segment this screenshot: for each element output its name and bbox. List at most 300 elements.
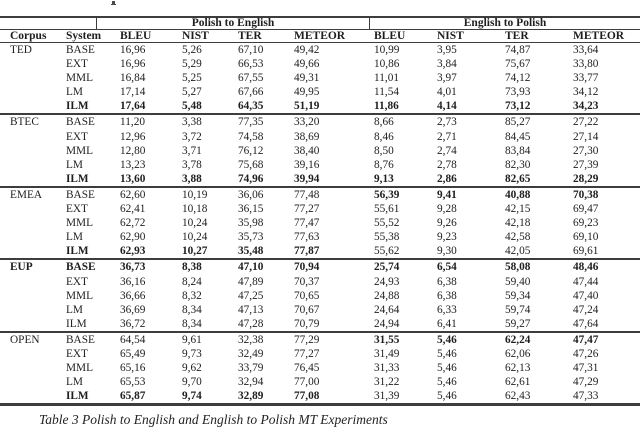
e2p-bleu-value: 8,46 xyxy=(374,130,394,143)
e2p-bleu-value: 11,01 xyxy=(374,72,399,85)
corpus-group-open xyxy=(0,333,640,403)
p2e-nist-value: 5,25 xyxy=(182,72,202,85)
table-row-open-mml xyxy=(0,361,640,375)
e2p-nist-value: 2,86 xyxy=(437,172,457,185)
p2e-ter-value: 75,68 xyxy=(238,158,264,171)
p2e-ter-value: 32,38 xyxy=(238,333,264,346)
corpus-label xyxy=(0,172,58,186)
e2p-bleu-value: 9,13 xyxy=(374,172,394,185)
p2e-bleu-value: 62,90 xyxy=(120,231,146,244)
p2e-bleu-value: 12,80 xyxy=(120,144,146,157)
table-caption: Table 3 Polish to English and English to Polish MT Experiments xyxy=(39,412,388,427)
system-label: EXT xyxy=(66,347,88,360)
column-header-ter-8: TER xyxy=(505,30,529,42)
system-label: EXT xyxy=(66,58,88,71)
corpus-label xyxy=(0,144,58,158)
system-label: LM xyxy=(66,231,83,244)
e2p-ter-value: 59,34 xyxy=(505,289,531,302)
p2e-ter-value: 66,53 xyxy=(238,58,264,71)
e2p-meteor-value: 48,46 xyxy=(573,261,599,274)
p2e-nist-value: 3,88 xyxy=(182,172,202,185)
p2e-nist-value: 9,73 xyxy=(182,347,202,360)
column-header-ter-4: TER xyxy=(238,30,262,42)
e2p-bleu-value: 31,49 xyxy=(374,347,400,360)
e2p-ter-value: 59,40 xyxy=(505,275,531,288)
table-row-btec-base xyxy=(0,115,640,129)
e2p-bleu-value: 24,94 xyxy=(374,317,400,330)
e2p-nist-value: 9,26 xyxy=(437,217,457,230)
e2p-ter-value: 40,88 xyxy=(505,188,531,201)
p2e-nist-value: 8,32 xyxy=(182,289,202,302)
e2p-meteor-value: 27,22 xyxy=(573,116,599,129)
p2e-bleu-value: 16,84 xyxy=(120,72,146,85)
p2e-ter-value: 32,49 xyxy=(238,347,264,360)
p2e-meteor-value: 77,08 xyxy=(294,390,320,403)
e2p-meteor-value: 47,64 xyxy=(573,317,599,330)
e2p-meteor-value: 47,26 xyxy=(573,347,599,360)
column-header-bleu-6: BLEU xyxy=(374,30,406,42)
p2e-meteor-value: 77,63 xyxy=(294,231,320,244)
e2p-ter-value: 82,30 xyxy=(505,158,531,171)
p2e-meteor-value: 70,79 xyxy=(294,317,320,330)
p2e-bleu-value: 65,87 xyxy=(120,390,146,403)
e2p-bleu-value: 55,61 xyxy=(374,203,400,216)
corpus-label xyxy=(0,303,58,317)
p2e-bleu-value: 62,41 xyxy=(120,203,146,216)
e2p-ter-value: 59,74 xyxy=(505,303,531,316)
column-header-meteor-5: METEOR xyxy=(294,30,346,42)
e2p-nist-value: 3,84 xyxy=(437,58,457,71)
table-row-emea-ext xyxy=(0,202,640,216)
p2e-bleu-value: 17,64 xyxy=(120,100,146,113)
system-label: EXT xyxy=(66,275,88,288)
p2e-meteor-value: 49,42 xyxy=(294,44,320,56)
column-header-nist-7: NIST xyxy=(437,30,464,42)
p2e-bleu-value: 17,14 xyxy=(120,86,146,99)
e2p-meteor-value: 27,14 xyxy=(573,130,599,143)
p2e-ter-value: 47,13 xyxy=(238,303,264,316)
column-header-system-1: System xyxy=(66,30,102,42)
e2p-ter-value: 73,12 xyxy=(505,100,531,113)
p2e-meteor-value: 39,16 xyxy=(294,158,320,171)
e2p-bleu-value: 24,88 xyxy=(374,289,400,302)
p2e-nist-value: 10,24 xyxy=(182,231,208,244)
table-row-eup-base xyxy=(0,260,640,274)
cutoff-character-fragment xyxy=(111,0,117,6)
corpus-group-btec xyxy=(0,115,640,187)
e2p-nist-value: 2,78 xyxy=(437,158,457,171)
p2e-ter-value: 33,79 xyxy=(238,362,264,375)
e2p-bleu-value: 55,62 xyxy=(374,245,400,258)
group-header-english-to-polish: English to Polish xyxy=(463,17,547,29)
column-header-meteor-9: METEOR xyxy=(573,30,625,42)
p2e-bleu-value: 36,73 xyxy=(120,261,146,274)
table-row-eup-mml xyxy=(0,289,640,303)
p2e-nist-value: 5,48 xyxy=(182,100,202,113)
e2p-meteor-value: 34,23 xyxy=(573,100,599,113)
e2p-ter-value: 42,15 xyxy=(505,203,531,216)
p2e-ter-value: 32,94 xyxy=(238,376,264,389)
e2p-meteor-value: 47,31 xyxy=(573,362,599,375)
e2p-meteor-value: 47,47 xyxy=(573,333,599,346)
e2p-bleu-value: 10,86 xyxy=(374,58,400,71)
e2p-nist-value: 3,95 xyxy=(437,44,457,56)
e2p-meteor-value: 27,30 xyxy=(573,144,599,157)
e2p-meteor-value: 47,33 xyxy=(573,390,599,403)
e2p-bleu-value: 11,54 xyxy=(374,86,399,99)
p2e-meteor-value: 38,69 xyxy=(294,130,320,143)
p2e-bleu-value: 16,96 xyxy=(120,44,146,56)
p2e-ter-value: 67,66 xyxy=(238,86,264,99)
p2e-nist-value: 3,38 xyxy=(182,116,202,129)
system-label: MML xyxy=(66,144,93,157)
system-label: MML xyxy=(66,362,93,375)
p2e-meteor-value: 70,37 xyxy=(294,275,320,288)
table-row-emea-lm xyxy=(0,230,640,244)
p2e-bleu-value: 64,54 xyxy=(120,333,146,346)
e2p-bleu-value: 31,55 xyxy=(374,333,400,346)
p2e-nist-value: 8,24 xyxy=(182,275,202,288)
e2p-ter-value: 84,45 xyxy=(505,130,531,143)
e2p-ter-value: 42,58 xyxy=(505,231,531,244)
p2e-meteor-value: 77,00 xyxy=(294,376,320,389)
e2p-nist-value: 5,46 xyxy=(437,347,457,360)
table-row-open-lm xyxy=(0,375,640,389)
p2e-nist-value: 5,29 xyxy=(182,58,202,71)
group-header-polish-to-english: Polish to English xyxy=(96,18,370,29)
system-label: EXT xyxy=(66,203,88,216)
system-label: ILM xyxy=(66,317,87,330)
mt-results-table xyxy=(0,16,640,406)
p2e-bleu-value: 62,72 xyxy=(120,217,146,230)
e2p-nist-value: 6,38 xyxy=(437,289,457,302)
corpus-label xyxy=(0,375,58,389)
e2p-ter-value: 62,06 xyxy=(505,347,531,360)
corpus-label xyxy=(0,99,58,113)
p2e-ter-value: 35,98 xyxy=(238,217,264,230)
table-group-header-row xyxy=(0,18,640,30)
e2p-nist-value: 2,71 xyxy=(437,130,457,143)
system-label: MML xyxy=(66,289,93,302)
e2p-nist-value: 2,73 xyxy=(437,116,457,129)
e2p-ter-value: 62,13 xyxy=(505,362,531,375)
corpus-label xyxy=(0,158,58,172)
p2e-ter-value: 47,28 xyxy=(238,317,264,330)
p2e-ter-value: 47,89 xyxy=(238,275,264,288)
p2e-bleu-value: 36,16 xyxy=(120,275,146,288)
system-label: MML xyxy=(66,72,93,85)
table-row-btec-ext xyxy=(0,130,640,144)
corpus-label: TED xyxy=(10,44,32,56)
e2p-bleu-value: 56,39 xyxy=(374,188,400,201)
e2p-ter-value: 42,18 xyxy=(505,217,531,230)
p2e-meteor-value: 33,20 xyxy=(294,116,320,129)
p2e-bleu-value: 65,49 xyxy=(120,347,146,360)
p2e-ter-value: 35,48 xyxy=(238,245,264,258)
p2e-nist-value: 10,18 xyxy=(182,203,208,216)
e2p-meteor-value: 69,10 xyxy=(573,231,599,244)
system-label: ILM xyxy=(66,100,89,113)
p2e-bleu-value: 13,60 xyxy=(120,172,146,185)
corpus-label: BTEC xyxy=(10,116,39,129)
e2p-ter-value: 83,84 xyxy=(505,144,531,157)
e2p-bleu-value: 10,99 xyxy=(374,44,400,56)
e2p-bleu-value: 11,86 xyxy=(374,100,399,113)
e2p-nist-value: 9,30 xyxy=(437,245,457,258)
e2p-ter-value: 62,24 xyxy=(505,333,531,346)
table-row-ted-lm xyxy=(0,85,640,99)
e2p-meteor-value: 34,12 xyxy=(573,86,599,99)
p2e-ter-value: 36,15 xyxy=(238,203,264,216)
e2p-nist-value: 5,46 xyxy=(437,362,457,375)
p2e-nist-value: 3,78 xyxy=(182,158,202,171)
table-row-eup-ilm xyxy=(0,317,640,331)
p2e-meteor-value: 77,27 xyxy=(294,347,320,360)
p2e-ter-value: 32,89 xyxy=(238,390,264,403)
e2p-meteor-value: 47,44 xyxy=(573,275,599,288)
table-row-open-base xyxy=(0,333,640,347)
p2e-nist-value: 10,19 xyxy=(182,188,208,201)
corpus-label xyxy=(0,230,58,244)
corpus-group-ted xyxy=(0,43,640,115)
corpus-label xyxy=(0,71,58,85)
e2p-meteor-value: 69,23 xyxy=(573,217,599,230)
corpus-label xyxy=(0,289,58,303)
e2p-bleu-value: 31,22 xyxy=(374,376,400,389)
table-row-btec-mml xyxy=(0,144,640,158)
e2p-bleu-value: 31,39 xyxy=(374,390,400,403)
table-body xyxy=(0,43,640,403)
e2p-ter-value: 75,67 xyxy=(505,58,531,71)
table-row-emea-mml xyxy=(0,216,640,230)
p2e-meteor-value: 77,29 xyxy=(294,333,320,346)
e2p-nist-value: 5,46 xyxy=(437,390,457,403)
table-row-ted-ilm xyxy=(0,99,640,113)
e2p-bleu-value: 55,52 xyxy=(374,217,400,230)
e2p-ter-value: 59,27 xyxy=(505,317,531,330)
p2e-meteor-value: 70,94 xyxy=(294,261,320,274)
system-label: BASE xyxy=(66,188,95,201)
corpus-label xyxy=(0,202,58,216)
p2e-meteor-value: 76,45 xyxy=(294,362,320,375)
e2p-meteor-value: 33,80 xyxy=(573,58,599,71)
table-row-ted-base xyxy=(0,43,640,57)
p2e-bleu-value: 16,96 xyxy=(120,58,146,71)
e2p-nist-value: 5,46 xyxy=(437,333,457,346)
e2p-meteor-value: 33,77 xyxy=(573,72,599,85)
p2e-meteor-value: 70,65 xyxy=(294,289,320,302)
p2e-bleu-value: 65,53 xyxy=(120,376,146,389)
p2e-nist-value: 10,27 xyxy=(182,245,208,258)
e2p-bleu-value: 24,93 xyxy=(374,275,400,288)
e2p-bleu-value: 8,50 xyxy=(374,144,394,157)
e2p-nist-value: 5,46 xyxy=(437,376,457,389)
corpus-label xyxy=(0,244,58,258)
corpus-label xyxy=(0,57,58,71)
p2e-bleu-value: 12,96 xyxy=(120,130,146,143)
system-label: BASE xyxy=(66,44,95,56)
p2e-ter-value: 67,10 xyxy=(238,44,264,56)
e2p-meteor-value: 47,40 xyxy=(573,289,599,302)
p2e-meteor-value: 77,47 xyxy=(294,217,320,230)
p2e-meteor-value: 49,95 xyxy=(294,86,320,99)
e2p-nist-value: 2,74 xyxy=(437,144,457,157)
p2e-nist-value: 9,61 xyxy=(182,333,202,346)
p2e-nist-value: 3,72 xyxy=(182,130,202,143)
system-label: LM xyxy=(66,303,83,316)
system-label: BASE xyxy=(66,261,96,274)
table-column-header-row xyxy=(0,30,640,43)
e2p-ter-value: 42,05 xyxy=(505,245,531,258)
system-label: LM xyxy=(66,158,83,171)
p2e-ter-value: 76,12 xyxy=(238,144,264,157)
p2e-nist-value: 8,34 xyxy=(182,317,202,330)
p2e-nist-value: 5,26 xyxy=(182,44,202,56)
e2p-ter-value: 73,93 xyxy=(505,86,531,99)
table-row-emea-base xyxy=(0,188,640,202)
p2e-ter-value: 74,96 xyxy=(238,172,264,185)
p2e-ter-value: 77,35 xyxy=(238,116,264,129)
e2p-nist-value: 6,41 xyxy=(437,317,457,330)
corpus-label xyxy=(0,130,58,144)
p2e-ter-value: 47,25 xyxy=(238,289,264,302)
p2e-meteor-value: 77,48 xyxy=(294,188,320,201)
system-label: BASE xyxy=(66,333,95,346)
corpus-label xyxy=(0,361,58,375)
e2p-nist-value: 4,14 xyxy=(437,100,457,113)
e2p-meteor-value: 33,64 xyxy=(573,44,599,56)
corpus-label xyxy=(0,347,58,361)
p2e-ter-value: 35,73 xyxy=(238,231,264,244)
p2e-nist-value: 8,34 xyxy=(182,303,202,316)
corpus-label xyxy=(0,85,58,99)
e2p-nist-value: 3,97 xyxy=(437,72,457,85)
e2p-nist-value: 9,23 xyxy=(437,231,457,244)
system-label: BASE xyxy=(66,116,95,129)
corpus-label xyxy=(0,389,58,403)
e2p-bleu-value: 55,38 xyxy=(374,231,400,244)
system-label: ILM xyxy=(66,390,89,403)
p2e-nist-value: 10,24 xyxy=(182,217,208,230)
p2e-bleu-value: 65,16 xyxy=(120,362,146,375)
table-row-open-ext xyxy=(0,347,640,361)
p2e-nist-value: 3,71 xyxy=(182,144,202,157)
e2p-ter-value: 74,12 xyxy=(505,72,531,85)
e2p-ter-value: 85,27 xyxy=(505,116,531,129)
p2e-bleu-value: 62,93 xyxy=(120,245,146,258)
p2e-ter-value: 67,55 xyxy=(238,72,264,85)
table-row-ted-ext xyxy=(0,57,640,71)
e2p-nist-value: 6,38 xyxy=(437,275,457,288)
e2p-ter-value: 58,08 xyxy=(505,261,531,274)
p2e-bleu-value: 13,23 xyxy=(120,158,146,171)
corpus-label: EUP xyxy=(10,261,33,274)
e2p-meteor-value: 28,29 xyxy=(573,172,599,185)
table-row-btec-lm xyxy=(0,158,640,172)
e2p-ter-value: 62,61 xyxy=(505,376,531,389)
e2p-nist-value: 6,33 xyxy=(437,303,457,316)
table-row-eup-ext xyxy=(0,275,640,289)
column-header-nist-3: NIST xyxy=(182,30,209,42)
p2e-meteor-value: 70,67 xyxy=(294,303,320,316)
p2e-bleu-value: 36,66 xyxy=(120,289,146,302)
e2p-meteor-value: 47,29 xyxy=(573,376,599,389)
p2e-ter-value: 74,58 xyxy=(238,130,264,143)
e2p-bleu-value: 31,33 xyxy=(374,362,400,375)
column-header-corpus-0: Corpus xyxy=(10,30,47,42)
p2e-ter-value: 64,35 xyxy=(238,100,264,113)
table-row-emea-ilm xyxy=(0,244,640,258)
p2e-ter-value: 47,10 xyxy=(238,261,264,274)
e2p-meteor-value: 70,38 xyxy=(573,188,599,201)
p2e-nist-value: 5,27 xyxy=(182,86,202,99)
e2p-meteor-value: 27,39 xyxy=(573,158,599,171)
p2e-meteor-value: 77,27 xyxy=(294,203,320,216)
e2p-bleu-value: 8,76 xyxy=(374,158,394,171)
glyph-remnant xyxy=(112,1,115,5)
e2p-ter-value: 82,65 xyxy=(505,172,531,185)
e2p-meteor-value: 47,24 xyxy=(573,303,599,316)
e2p-nist-value: 4,01 xyxy=(437,86,457,99)
e2p-nist-value: 9,28 xyxy=(437,203,457,216)
e2p-nist-value: 6,54 xyxy=(437,261,457,274)
p2e-bleu-value: 11,20 xyxy=(120,116,145,129)
e2p-bleu-value: 25,74 xyxy=(374,261,400,274)
e2p-bleu-value: 8,66 xyxy=(374,116,394,129)
group-header-spacer xyxy=(0,18,96,29)
e2p-bleu-value: 24,64 xyxy=(374,303,400,316)
p2e-meteor-value: 39,94 xyxy=(294,172,320,185)
system-label: ILM xyxy=(66,245,89,258)
system-label: MML xyxy=(66,217,93,230)
column-header-bleu-2: BLEU xyxy=(120,30,152,42)
p2e-nist-value: 8,38 xyxy=(182,261,202,274)
table-row-ted-mml xyxy=(0,71,640,85)
p2e-nist-value: 9,62 xyxy=(182,362,202,375)
e2p-nist-value: 9,41 xyxy=(437,188,457,201)
e2p-ter-value: 62,43 xyxy=(505,390,531,403)
corpus-group-eup xyxy=(0,260,640,332)
p2e-meteor-value: 51,19 xyxy=(294,100,320,113)
p2e-nist-value: 9,74 xyxy=(182,390,202,403)
p2e-bleu-value: 62,60 xyxy=(120,188,146,201)
corpus-label xyxy=(0,216,58,230)
p2e-meteor-value: 49,66 xyxy=(294,58,320,71)
e2p-meteor-value: 69,47 xyxy=(573,203,599,216)
p2e-bleu-value: 36,72 xyxy=(120,317,146,330)
e2p-meteor-value: 69,61 xyxy=(573,245,599,258)
corpus-label: EMEA xyxy=(10,188,43,201)
system-label: EXT xyxy=(66,130,88,143)
table-row-eup-lm xyxy=(0,303,640,317)
corpus-label: OPEN xyxy=(10,333,40,346)
corpus-label xyxy=(0,275,58,289)
system-label: LM xyxy=(66,86,83,99)
p2e-bleu-value: 36,69 xyxy=(120,303,146,316)
system-label: ILM xyxy=(66,172,89,185)
p2e-ter-value: 36,06 xyxy=(238,188,264,201)
p2e-meteor-value: 49,31 xyxy=(294,72,320,85)
e2p-ter-value: 74,87 xyxy=(505,44,531,56)
corpus-group-emea xyxy=(0,188,640,260)
p2e-meteor-value: 77,87 xyxy=(294,245,320,258)
table-row-btec-ilm xyxy=(0,172,640,186)
p2e-nist-value: 9,70 xyxy=(182,376,202,389)
system-label: LM xyxy=(66,376,83,389)
table-row-open-ilm xyxy=(0,389,640,403)
p2e-meteor-value: 38,40 xyxy=(294,144,320,157)
corpus-label xyxy=(0,317,58,331)
